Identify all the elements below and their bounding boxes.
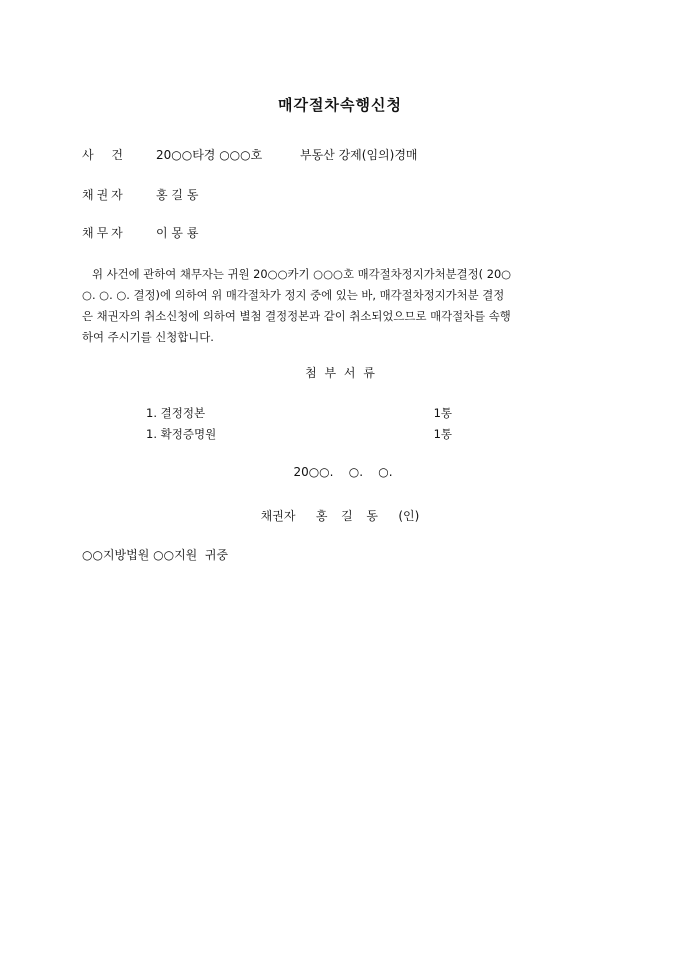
body-line: ○. ○. ○. 결정)에 의하여 위 매각절차가 정지 중에 있는 바, 매각절차정지가처분 결정 [82, 288, 505, 302]
attachment-name: 1. 결정정본 [146, 406, 206, 420]
body-paragraph [82, 264, 602, 348]
debtor-name: 이 몽 룡 [156, 226, 199, 240]
case-type: 부동산 강제(임의)경매 [300, 148, 418, 162]
signature-line: 채권자 홍 길 동 (인) [260, 509, 420, 523]
case-label: 사 건 [82, 148, 123, 162]
case-number: 20○○타경 ○○○호 [156, 148, 263, 162]
body-line: 하여 주시기를 신청합니다. [82, 330, 214, 344]
attachment-name: 1. 확정증명원 [146, 427, 217, 441]
attachment-count: 1통 [433, 406, 452, 420]
creditor-label: 채권자 [82, 188, 126, 202]
debtor-label: 채무자 [82, 226, 126, 240]
body-line: 위 사건에 관하여 채무자는 귀원 20○○카기 ○○○호 매각절차정지가처분결정( 20○ [92, 267, 512, 281]
attachments-heading: 첨 부 서 류 [305, 366, 375, 380]
attachment-count: 1통 [433, 427, 452, 441]
addressee: ○○지방법원 ○○지원 귀중 [82, 548, 229, 562]
creditor-name: 홍 길 동 [156, 188, 199, 202]
body-line: 은 채권자의 취소신청에 의하여 별첨 결정정본과 같이 취소되었으므로 매각절차를 속행 [82, 309, 511, 323]
page-title: 매각절차속행신청 [278, 96, 402, 114]
filing-date: 20○○. ○. ○. [293, 465, 393, 479]
